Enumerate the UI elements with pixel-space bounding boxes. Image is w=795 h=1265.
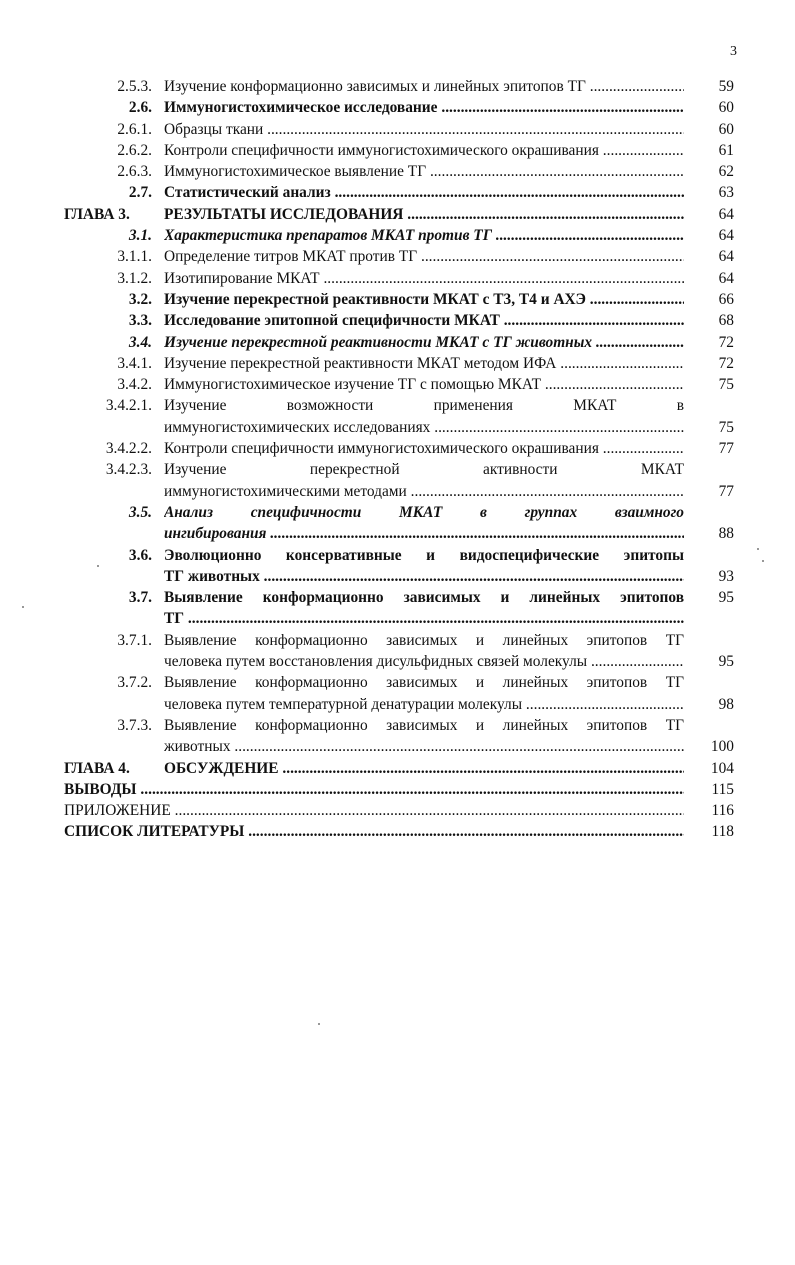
toc-entry-number: 2.6.3. [117, 163, 152, 181]
toc-entry [64, 630, 734, 673]
toc-entry-title [164, 119, 684, 140]
toc-entry-title-line: Определение титров МКАТ против ТГ ..... [164, 246, 684, 267]
toc-entry [64, 587, 734, 630]
toc-entry-page: 93 [718, 567, 734, 585]
toc-entry-page: 115 [711, 780, 734, 798]
toc-entry-number: 3.7.1. [117, 631, 152, 649]
toc-entry-title [64, 821, 684, 842]
toc-entry-title-line: иммуногистохимическими методами ..... [164, 481, 684, 502]
toc-entry-title-line: Изучение перекрестной реактивности МКАТ с ТГ животных ..... [164, 332, 684, 353]
toc-entry-page: 64 [718, 227, 734, 245]
toc-entry-page: 118 [711, 823, 734, 841]
toc-entry [64, 289, 734, 310]
toc-entry [64, 502, 734, 545]
toc-entry-title-line: ТГ ..... [164, 608, 684, 629]
toc-entry-title [164, 587, 684, 630]
toc-entry [64, 800, 734, 821]
toc-entry-title-line: ПРИЛОЖЕНИЕ ..... [64, 800, 684, 821]
toc-entry-title [164, 246, 684, 267]
toc-entry-page: 61 [718, 141, 734, 159]
toc-entry [64, 119, 734, 140]
toc-entry [64, 672, 734, 715]
toc-entry [64, 225, 734, 246]
toc-entry-number: 3.4. [128, 333, 152, 351]
scan-speck [97, 565, 99, 567]
toc-entry-number: 3.6. [128, 546, 152, 564]
toc-entry-number: 3.4.1. [117, 354, 152, 372]
toc-entry [64, 545, 734, 588]
toc-entry-number: 3.3. [128, 312, 152, 330]
toc-entry-page: 66 [718, 290, 734, 308]
toc-entry-number: ГЛАВА 4. [64, 759, 130, 777]
toc-entry-title-line: животных ..... [164, 736, 684, 757]
toc-entry-number: 3.4.2.2. [105, 440, 152, 458]
toc-entry-title-line: Изучение перекрестной реактивности МКАТ с Т3, Т4 и АХЭ ..... [164, 289, 684, 310]
toc-entry-title [164, 672, 684, 715]
toc-entry-title [164, 310, 684, 331]
toc-entry-page: 64 [718, 248, 734, 266]
toc-entry-title [164, 630, 684, 673]
toc-entry-title [164, 268, 684, 289]
toc-entry-page: 60 [718, 99, 734, 117]
toc-entry-page: 95 [718, 653, 734, 671]
toc-entry-page: 62 [718, 163, 734, 181]
toc-entry [64, 758, 734, 779]
toc-entry-page: 98 [718, 695, 734, 713]
toc-entry-title [164, 395, 684, 438]
toc-entry-title [164, 182, 684, 203]
toc-entry-title-line: ТГ животных ..... [164, 566, 684, 587]
toc-entry-title-line: Изучение перекрестной активности МКАТ [164, 461, 684, 479]
toc-entry [64, 459, 734, 502]
toc-entry-number: 3.1.1. [117, 248, 152, 266]
toc-entry-title-line: Иммуногистохимическое выявление ТГ ..... [164, 161, 684, 182]
toc-entry [64, 715, 734, 758]
toc-entry-page: 77 [718, 482, 734, 500]
toc-entry-title [164, 204, 684, 225]
scan-speck [318, 1023, 320, 1025]
toc-entry-title [164, 438, 684, 459]
toc-entry-page: 75 [718, 418, 734, 436]
toc-entry-number: 2.6.1. [117, 120, 152, 138]
toc-entry-title [64, 800, 684, 821]
toc-entry-title-line: Иммуногистохимическое изучение ТГ с помощью МКАТ ..... [164, 374, 684, 395]
toc-entry-title-line: Выявление конформационно зависимых и линейных эпитопов ТГ [164, 716, 684, 734]
toc-entry-title [164, 97, 684, 118]
toc-entry-title [164, 374, 684, 395]
toc-entry-title [164, 715, 684, 758]
toc-entry [64, 395, 734, 438]
toc-entry [64, 76, 734, 97]
toc-entry [64, 268, 734, 289]
toc-entry-title [164, 459, 684, 502]
toc-entry-number: 3.7.2. [117, 674, 152, 692]
toc-entry-number: 3.1.2. [117, 269, 152, 287]
toc-entry-number: 2.5.3. [117, 78, 152, 95]
toc-entry-title-line: Статистический анализ ..... [164, 182, 684, 203]
toc-entry-number: ГЛАВА 3. [64, 205, 130, 223]
toc-entry [64, 332, 734, 353]
toc-entry-page: 59 [718, 78, 734, 95]
toc-entry [64, 821, 734, 842]
toc-entry-number: 3.5. [128, 503, 152, 521]
toc-entry-title [164, 502, 684, 545]
toc-entry-title [164, 161, 684, 182]
toc-entry-title-line: Выявление конформационно зависимых и линейных эпитопов [164, 589, 684, 607]
toc-entry-title-line: Выявление конформационно зависимых и линейных эпитопов ТГ [164, 631, 684, 649]
toc-entry-title-line: ОБСУЖДЕНИЕ ..... [164, 758, 684, 779]
toc-entry-page: 63 [718, 184, 734, 202]
toc-entry-title [164, 545, 684, 588]
toc-entry [64, 204, 734, 225]
toc-entry [64, 182, 734, 203]
toc-entry-title-line: Изучение конформационно зависимых и линейных эпитопов ТГ ..... [164, 76, 684, 97]
toc-entry-title-line: Образцы ткани ..... [164, 119, 684, 140]
page-number: 3 [730, 44, 737, 59]
toc-entry-title-line: Изотипирование МКАТ ..... [164, 268, 684, 289]
toc-entry-page: 88 [718, 525, 734, 543]
toc-entry-number: 3.4.2. [117, 376, 152, 394]
toc-entry-page: 75 [718, 376, 734, 394]
toc-entry [64, 779, 734, 800]
table-of-contents [64, 76, 734, 843]
toc-entry-page: 72 [718, 333, 734, 351]
toc-entry [64, 438, 734, 459]
toc-entry-number: 3.4.2.3. [105, 461, 152, 479]
toc-entry-number: 3.7. [128, 589, 152, 607]
toc-entry-title-line: иммуногистохимических исследованиях ..... [164, 417, 684, 438]
toc-entry-title-line: Эволюционно консервативные и видоспецифические эпитопы [164, 546, 684, 564]
toc-entry-title-line: Характеристика препаратов МКАТ против ТГ ..... [164, 225, 684, 246]
toc-entry-title-line: человека путем температурной денатурации молекулы ..... [164, 694, 684, 715]
toc-entry [64, 97, 734, 118]
toc-entry-title [164, 353, 684, 374]
toc-entry-title-line: СПИСОК ЛИТЕРАТУРЫ ..... [64, 821, 684, 842]
toc-entry-title [164, 332, 684, 353]
toc-entry [64, 246, 734, 267]
toc-entry [64, 374, 734, 395]
toc-entry-number: 3.2. [128, 290, 152, 308]
toc-entry-page: 64 [718, 205, 734, 223]
scan-speck [22, 606, 24, 608]
toc-entry-title-line: Контроли специфичности иммуногистохимического окрашивания ..... [164, 438, 684, 459]
toc-entry-title [164, 225, 684, 246]
toc-entry-number: 2.7. [128, 184, 152, 202]
toc-entry-title-line: ВЫВОДЫ ..... [64, 779, 684, 800]
toc-entry-number: 3.4.2.1. [105, 397, 152, 415]
toc-entry [64, 140, 734, 161]
scan-speck [762, 560, 764, 562]
toc-entry-title [64, 779, 684, 800]
toc-entry-title-line: РЕЗУЛЬТАТЫ ИССЛЕДОВАНИЯ ..... [164, 204, 684, 225]
toc-entry-page: 77 [718, 440, 734, 458]
toc-entry-number: 2.6.2. [117, 141, 152, 159]
toc-entry [64, 161, 734, 182]
toc-entry-title-line: Контроли специфичности иммуногистохимического окрашивания ..... [164, 140, 684, 161]
toc-entry-title-line: человека путем восстановления дисульфидных связей молекулы ..... [164, 651, 684, 672]
toc-entry-page: 104 [710, 759, 734, 777]
toc-entry-page: 100 [710, 738, 734, 756]
toc-entry-page: 95 [718, 589, 734, 607]
scan-speck [757, 548, 759, 550]
toc-entry-title-line: Исследование эпитопной специфичности МКАТ ..... [164, 310, 684, 331]
toc-entry-title [164, 758, 684, 779]
toc-entry-title [164, 140, 684, 161]
toc-entry-number: 3.1. [128, 227, 152, 245]
toc-entry [64, 310, 734, 331]
toc-entry-number: 3.7.3. [117, 716, 152, 734]
toc-entry-page: 64 [718, 269, 734, 287]
toc-entry-title-line: Анализ специфичности МКАТ в группах взаимного [164, 503, 684, 521]
toc-entry-title-line: ингибирования ..... [164, 523, 684, 544]
toc-entry-title [164, 289, 684, 310]
toc-entry-page: 116 [711, 802, 734, 820]
toc-entry-page: 60 [718, 120, 734, 138]
toc-entry [64, 353, 734, 374]
toc-entry-title-line: Иммуногистохимическое исследование ..... [164, 97, 684, 118]
toc-entry-page: 72 [718, 354, 734, 372]
toc-entry-title-line: Изучение перекрестной реактивности МКАТ методом ИФА ..... [164, 353, 684, 374]
toc-entry-page: 68 [718, 312, 734, 330]
toc-entry-title-line: Изучение возможности применения МКАТ в [164, 397, 684, 415]
toc-entry-title-line: Выявление конформационно зависимых и линейных эпитопов ТГ [164, 674, 684, 692]
toc-entry-title [164, 76, 684, 97]
toc-entry-number: 2.6. [128, 99, 152, 117]
